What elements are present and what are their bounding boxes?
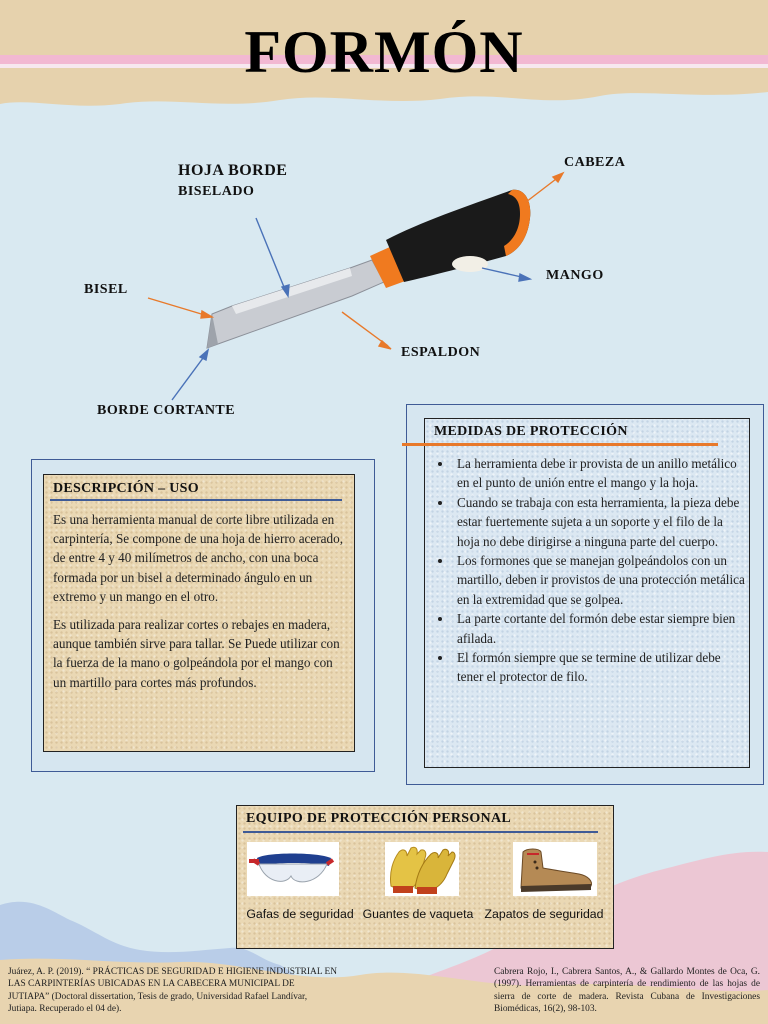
equipo-panel xyxy=(236,805,614,949)
medidas-item: • Cuando se trabaja con esta herramienta, la pieza debe estar fuertemente sujeta a un soporte y el filo de la hoja no debe dirigirse a ninguna parte del cuerpo. xyxy=(453,493,745,551)
arrow-cabeza xyxy=(526,176,560,202)
descripcion-body xyxy=(53,510,345,701)
medidas-item: • El formón siempre que se termine de utilizar debe tener el protector de filo. xyxy=(453,648,745,687)
label-hoja-borde: HOJA BORDE xyxy=(178,162,288,179)
medidas-heading: MEDIDAS DE PROTECCIÓN xyxy=(434,424,628,439)
leather-gloves-icon xyxy=(385,842,459,896)
descripcion-heading-rule xyxy=(50,499,342,501)
equipo-heading-rule xyxy=(243,831,598,833)
page-title: FORMÓN xyxy=(244,19,524,85)
equipo-heading: EQUIPO DE PROTECCIÓN PERSONAL xyxy=(246,811,512,826)
label-cabeza: CABEZA xyxy=(564,155,626,170)
arrow-bisel xyxy=(148,298,208,316)
arrow-espaldon xyxy=(342,312,388,346)
label-borde-cortante: BORDE CORTANTE xyxy=(97,403,236,418)
equipo-label-zapatos: Zapatos de seguridad xyxy=(484,907,604,921)
chisel-blade xyxy=(207,260,384,348)
descripcion-panel xyxy=(43,474,355,752)
label-mango: MANGO xyxy=(546,268,604,283)
arrow-borde-cortante xyxy=(172,354,206,400)
medidas-item: • La parte cortante del formón debe estar siempre bien afilada. xyxy=(453,609,745,648)
label-biselado: BISELADO xyxy=(178,184,255,199)
reference-left: Juárez, A. P. (2019). “ PRÁCTICAS DE SEGURIDAD E HIGIENE INDUSTRIAL EN LAS CARPINTERÍAS UBICADAS EN LA CABECERA MUNICIPAL DE JUTIAPA” (Doctoral dissertation, Tesis de grado, Universidad Rafael Landívar, Jutiapa. Recuperado el 04 de). xyxy=(8,967,338,1015)
arrow-hoja-borde xyxy=(256,218,286,292)
safety-boots-icon xyxy=(513,842,597,896)
descripcion-paragraph-1: Es una herramienta manual de corte libre utilizada en carpintería, Se compone de una hoja de hierro acerado, de entre 4 y 40 milímetros de ancho, con una boca formada por un bisel a determinado ángulo en un extremo y un mango en el otro. xyxy=(53,512,343,604)
descripcion-heading: DESCRIPCIÓN – USO xyxy=(53,481,199,496)
chisel-diagram xyxy=(0,0,768,430)
safety-glasses-icon xyxy=(247,842,339,896)
equipo-label-gafas: Gafas de seguridad xyxy=(246,907,354,921)
medidas-item: • Los formones que se manejan golpeándolos con un martillo, deben ir provistos de una protección metálica en la extremidad que se golpea. xyxy=(453,551,745,609)
equipo-label-guantes: Guantes de vaqueta xyxy=(362,907,474,921)
medidas-item: • La herramienta debe ir provista de un anillo metálico en el punto de unión entre el mango y la hoja. xyxy=(453,454,745,493)
medidas-list xyxy=(427,454,745,687)
medidas-panel xyxy=(424,418,750,768)
reference-right: Cabrera Rojo, I., Cabrera Santos, A., & Gallardo Montes de Oca, G. (1997). Herramientas de carpintería de rendimiento de las hojas de sierra de corte de madera. Revista Cubana de Investigaciones Biomédicas, 16(2), 98-103. xyxy=(494,967,760,1015)
medidas-heading-rule xyxy=(402,443,718,446)
chisel-illustration xyxy=(207,190,530,348)
descripcion-paragraph-2: Es utilizada para realizar cortes o rebajes en madera, aunque también sirve para tallar. Se Puede utilizar con la fuerza de la mano o golpeándola por el mango con un martillo para cortes más profundos. xyxy=(53,617,340,690)
medidas-list-wrap xyxy=(427,454,745,687)
label-espaldon: ESPALDON xyxy=(401,345,481,360)
label-bisel: BISEL xyxy=(84,282,128,297)
